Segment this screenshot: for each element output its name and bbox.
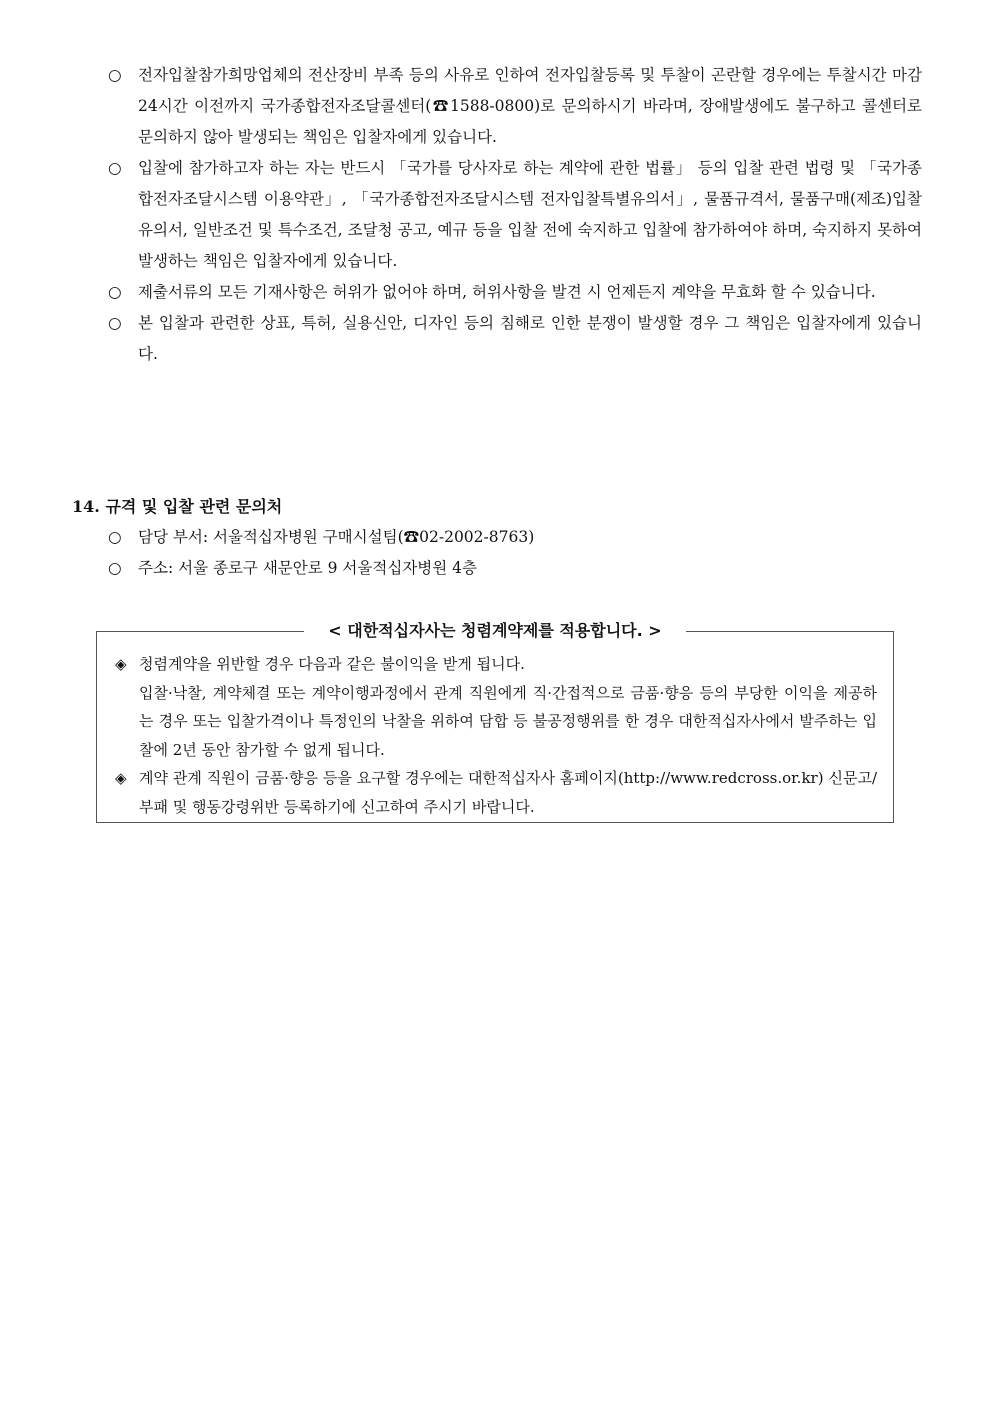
notice-title: < 대한적십자사는 청렴계약제를 적용합니다. > xyxy=(304,621,685,640)
circle-bullet-icon: ○ xyxy=(108,66,122,84)
circle-bullet-icon: ○ xyxy=(108,283,122,301)
notice-text: 청렴계약을 위반할 경우 다음과 같은 불이익을 받게 됩니다. xyxy=(139,655,525,673)
contact-department xyxy=(108,522,922,553)
circle-bullet-icon: ○ xyxy=(108,559,122,577)
notice-text: 계약 관계 직원이 금품·향응 등을 요구할 경우에는 대한적십자사 홈페이지(http://www.redcross.or.kr) 신문고/부패 및 행동강령위반 등록하기에 신고하여 주시기 바랍니다. xyxy=(139,769,877,816)
bullet-item-it-failure xyxy=(108,60,922,153)
section-title: 14. 규격 및 입찰 관련 문의처 xyxy=(72,497,283,516)
circle-bullet-icon: ○ xyxy=(108,528,122,546)
bullet-text: 입찰에 참가하고자 하는 자는 반드시 「국가를 당사자로 하는 계약에 관한 법률」 등의 입찰 관련 법령 및 「국가종합전자조달시스템 이용약관」, 「국가종합전자조달시스템 전자입찰특별유의서」, 물품규격서, 물품구매(제조)입찰유의서, 일반조건 및 특수조건, 조달청 공고, 예규 등을 입찰 전에 숙지하고 입찰에 참가하여야 하며, 숙지하지 못하여 발생하는 책임은 입찰자에게 있습니다. xyxy=(138,159,922,270)
bullet-item-laws xyxy=(108,153,922,277)
notice-item-penalty-detail xyxy=(115,679,877,765)
notice-item-report xyxy=(115,764,877,821)
circle-bullet-icon: ○ xyxy=(108,314,122,332)
bullet-text: 담당 부서: 서울적십자병원 구매시설팀(☎02-2002-8763) xyxy=(138,528,535,546)
diamond-bullet-icon: ◈ xyxy=(115,769,127,787)
bullet-text: 전자입찰참가희망업체의 전산장비 부족 등의 사유로 인하여 전자입찰등록 및 투찰이 곤란할 경우에는 투찰시간 마감 24시간 이전까지 국가종합전자조달콜센터(☎1588-0800)로 문의하시기 바라며, 장애발생에도 불구하고 콜센터로 문의하지 않아 발생되는 책임은 입찰자에게 있습니다. xyxy=(138,66,922,146)
notice-bullet-list xyxy=(108,60,922,370)
diamond-bullet-icon: ◈ xyxy=(115,655,127,673)
notice-text: 입찰·낙찰, 계약체결 또는 계약이행과정에서 관계 직원에게 직·간접적으로 금품·향응 등의 부당한 이익을 제공하는 경우 또는 입찰가격이나 특정인의 낙찰을 위하여 담합 등 불공정행위를 한 경우 대한적십자사에서 발주하는 입찰에 2년 동안 참가할 수 없게 됩니다. xyxy=(139,683,877,759)
bullet-item-false-docs xyxy=(108,277,922,308)
contact-section xyxy=(72,492,922,584)
integrity-contract-box xyxy=(96,621,894,823)
notice-item-penalty xyxy=(115,650,877,679)
bullet-text: 주소: 서울 종로구 새문안로 9 서울적십자병원 4층 xyxy=(138,559,477,577)
bullet-text: 본 입찰과 관련한 상표, 특허, 실용신안, 디자인 등의 침해로 인한 분쟁이 발생할 경우 그 책임은 입찰자에게 있습니다. xyxy=(138,314,922,363)
notice-body xyxy=(115,650,877,821)
contact-address xyxy=(108,553,922,584)
circle-bullet-icon: ○ xyxy=(108,159,122,177)
bullet-item-ip-dispute xyxy=(108,308,922,370)
bullet-text: 제출서류의 모든 기재사항은 허위가 없어야 하며, 허위사항을 발견 시 언제든지 계약을 무효화 할 수 있습니다. xyxy=(138,283,876,301)
